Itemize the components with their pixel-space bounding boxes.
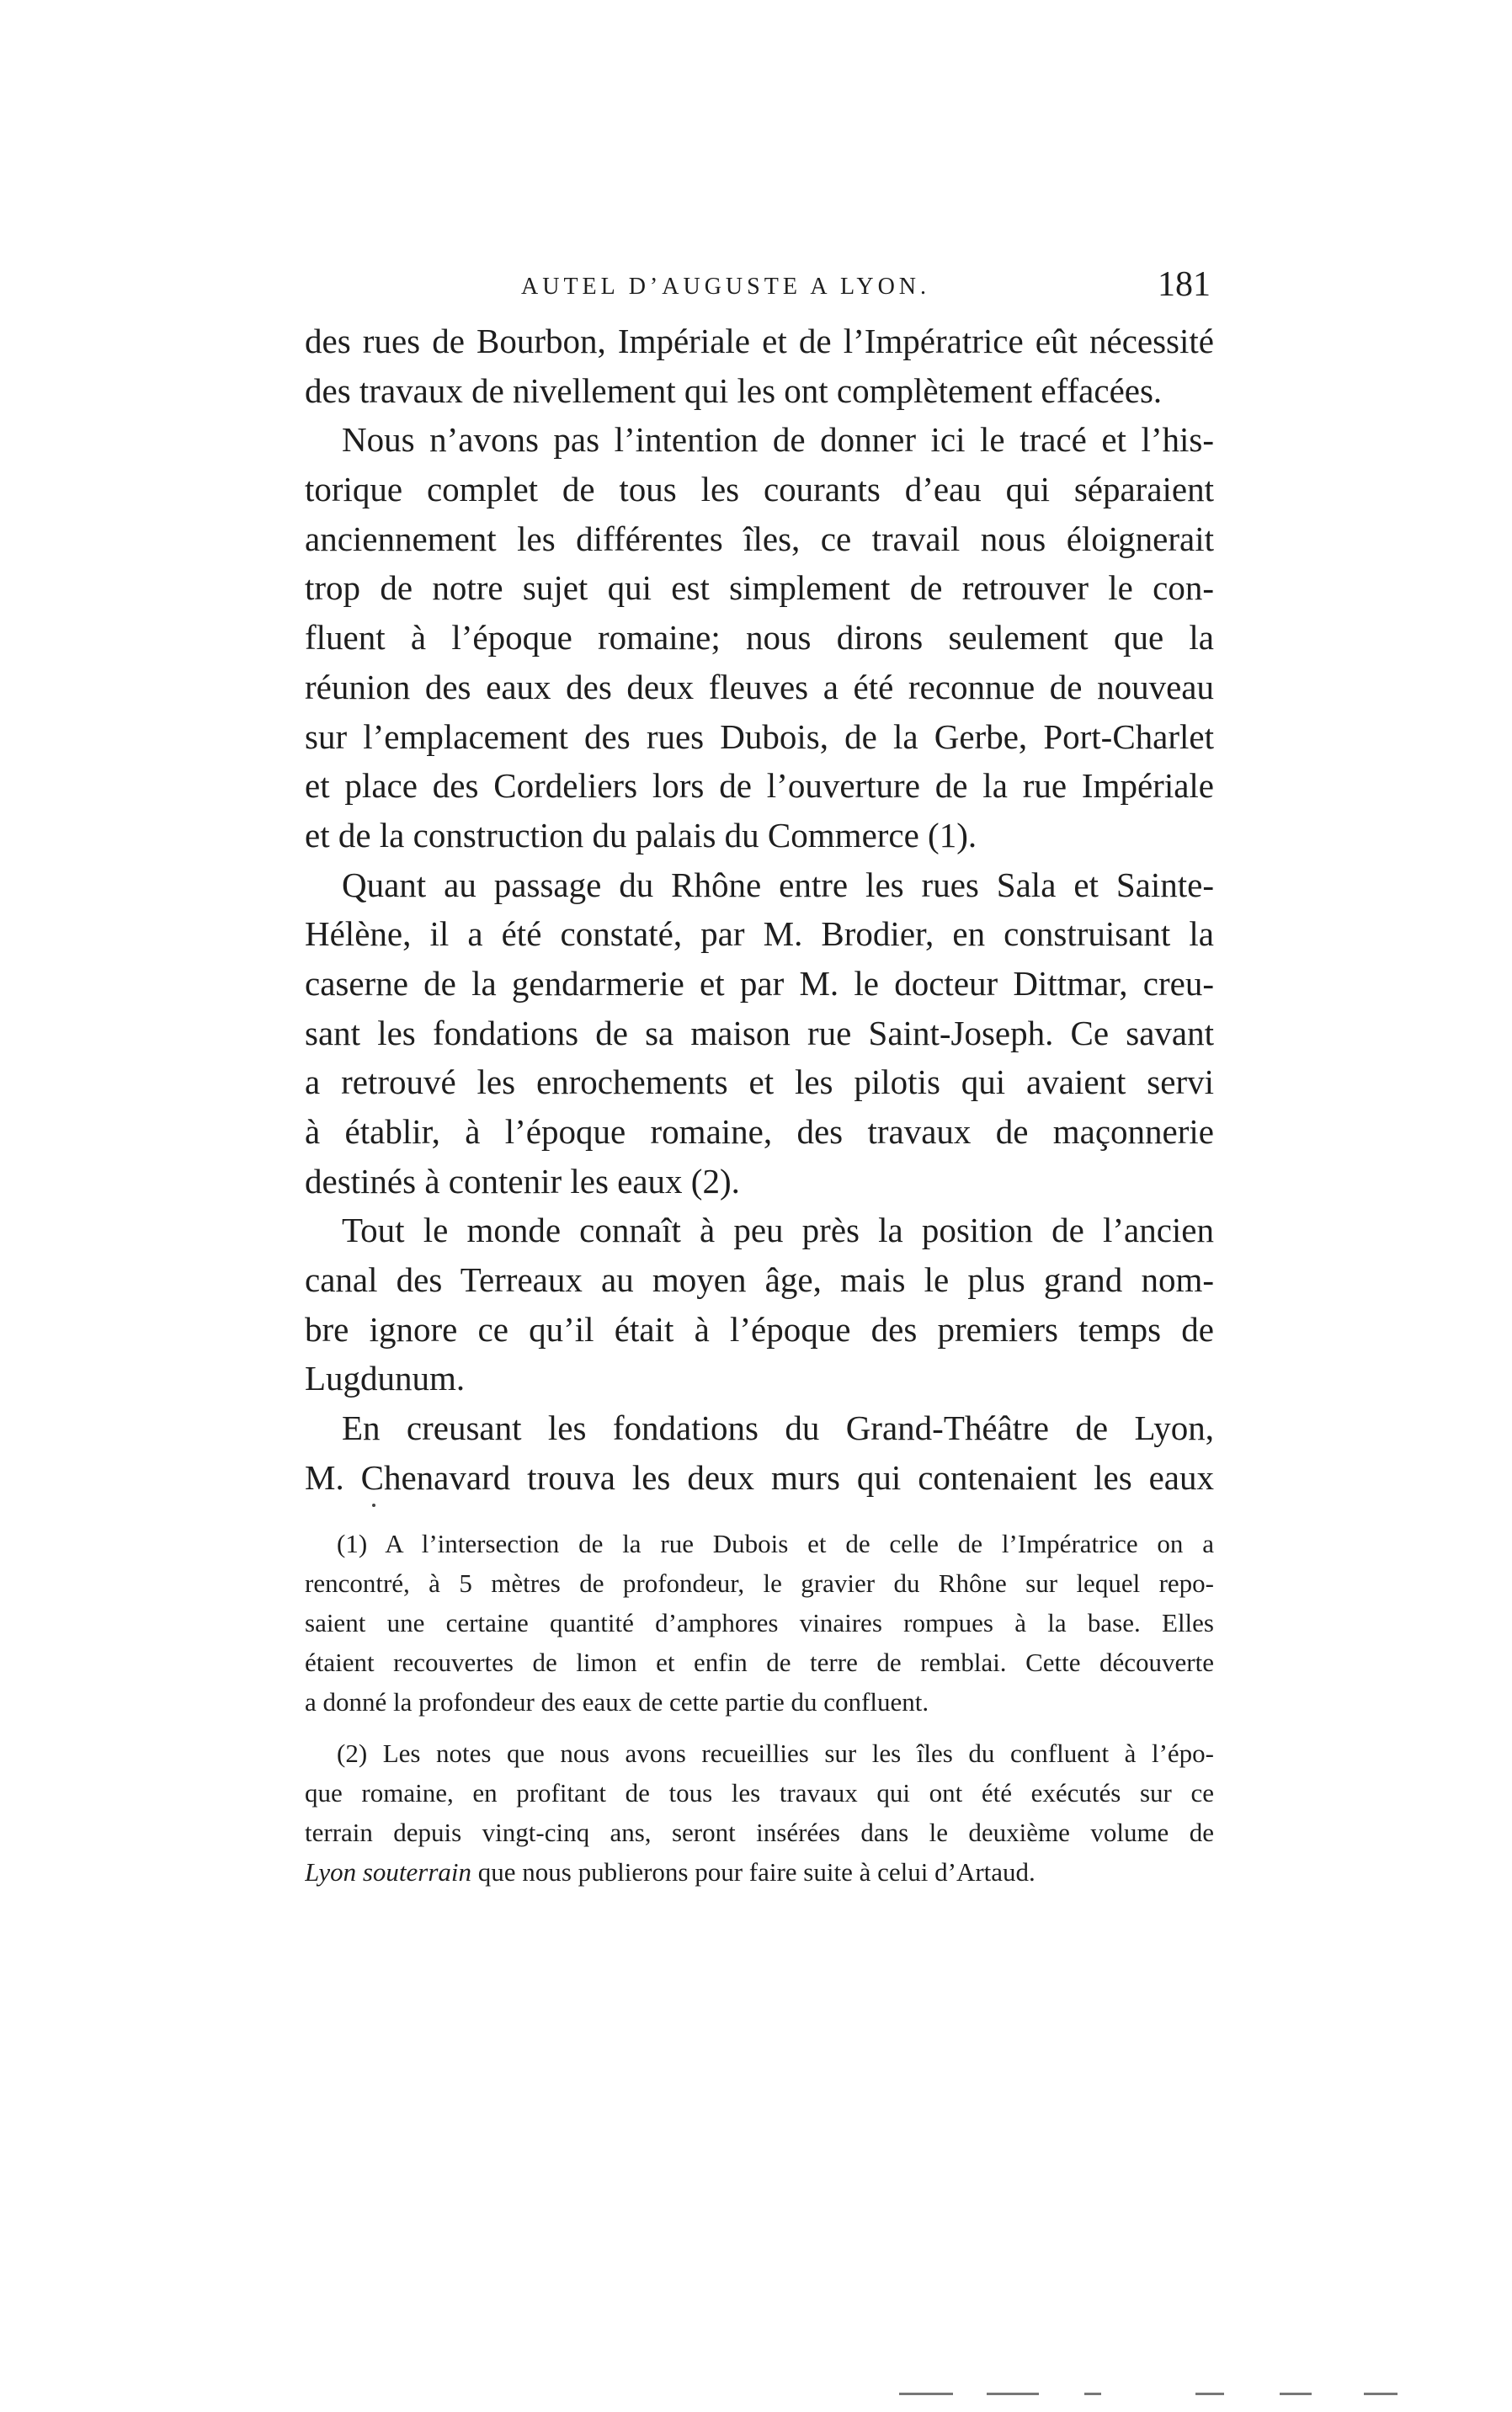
- scan-artifact: [1084, 2393, 1101, 2395]
- footnote-2: [305, 1733, 1214, 1892]
- scan-artifact: [987, 2393, 1039, 2395]
- text-line: canal des Terreaux au moyen âge, mais le plus grand nom-: [305, 1260, 1214, 1300]
- text-line: Quant au passage du Rhône entre les rues Sala et Sainte-: [342, 865, 1214, 904]
- text-line: et place des Cordeliers lors de l’ouverture de la rue Impériale: [305, 766, 1214, 806]
- text-line: sant les fondations de sa maison rue Saint-Joseph. Ce savant: [305, 1013, 1214, 1052]
- text-line: des rues de Bourbon, Impériale et de l’Impératrice eût nécessité: [305, 322, 1214, 360]
- scan-artifact: [1280, 2393, 1312, 2395]
- footnote-line: terrain depuis vingt-cinq ans, seront insérées dans le deuxième volume de: [305, 1818, 1214, 1847]
- scan-artifact: [899, 2393, 953, 2395]
- text-line: des travaux de nivellement qui les ont complètement effacées.: [305, 370, 1163, 410]
- text-line: bre ignore ce qu’il était à l’époque des premiers temps de: [305, 1309, 1214, 1349]
- text-line: fluent à l’époque romaine; nous dirons seulement que la: [305, 618, 1214, 658]
- scan-artifact: [1195, 2393, 1224, 2395]
- footnote-line: [305, 1852, 1214, 1892]
- text-line: à établir, à l’époque romaine, des travaux de maçonnerie: [305, 1112, 1214, 1151]
- text-line: anciennement les différentes îles, ce travail nous éloignerait: [305, 519, 1214, 558]
- footnote-1: [305, 1524, 1214, 1722]
- ink-speck: [372, 1504, 375, 1507]
- body-text: [305, 317, 1214, 1503]
- text-line: Nous n’avons pas l’intention de donner ici le tracé et l’his-: [342, 420, 1214, 460]
- page-number: 181: [1158, 265, 1211, 304]
- footnote-line: a donné la profondeur des eaux de cette partie du confluent.: [305, 1687, 929, 1717]
- text-line: Lugdunum.: [305, 1359, 466, 1398]
- text-line: Tout le monde connaît à peu près la position de l’ancien: [342, 1211, 1214, 1250]
- running-title: AUTEL D’AUGUSTE A LYON.: [521, 274, 931, 300]
- footnote-line: saient une certaine quantité d’amphores vinaires rompues à la base. Elles: [305, 1608, 1214, 1637]
- scan-artifact: [1364, 2393, 1398, 2395]
- text-line: a retrouvé les enrochements et les pilotis qui avaient servi: [305, 1062, 1214, 1102]
- footnote-line: (2) Les notes que nous avons recueillies sur les îles du confluent à l’épo-: [337, 1738, 1214, 1768]
- footnote-line: (1) A l’intersection de la rue Dubois et de celle de l’Impératrice on a: [337, 1529, 1214, 1558]
- text-line: destinés à contenir les eaux (2).: [305, 1161, 740, 1201]
- text-line: réunion des eaux des deux fleuves a été reconnue de nouveau: [305, 667, 1214, 706]
- footnote-line: que romaine, en profitant de tous les travaux qui ont été exécutés sur ce: [305, 1778, 1214, 1808]
- text-line: M. Chenavard trouva les deux murs qui contenaient les eaux: [305, 1457, 1214, 1497]
- text-line: caserne de la gendarmerie et par M. le docteur Dittmar, creu-: [305, 963, 1214, 1003]
- footnote-line-rest: que nous publierons pour faire suite à celui d’Artaud.: [471, 1857, 1036, 1887]
- text-line: Hélène, il a été constaté, par M. Brodier, en construisant la: [305, 914, 1214, 954]
- text-line: torique complet de tous les courants d’eau qui séparaient: [305, 470, 1214, 509]
- footnotes: [305, 1524, 1214, 1892]
- footnote-line: étaient recouvertes de limon et enfin de terre de remblai. Cette découverte: [305, 1648, 1214, 1677]
- text-line: et de la construction du palais du Commerce (1).: [305, 815, 977, 855]
- text-line: trop de notre sujet qui est simplement de retrouver le con-: [305, 568, 1214, 608]
- footnote-line: rencontré, à 5 mètres de profondeur, le gravier du Rhône sur lequel repo-: [305, 1568, 1214, 1598]
- running-header: [308, 266, 1214, 308]
- text-line: En creusant les fondations du Grand-Théâtre de Lyon,: [342, 1408, 1214, 1448]
- book-title-italic: Lyon souterrain: [305, 1857, 472, 1887]
- text-line: sur l’emplacement des rues Dubois, de la Gerbe, Port-Charlet: [305, 716, 1214, 756]
